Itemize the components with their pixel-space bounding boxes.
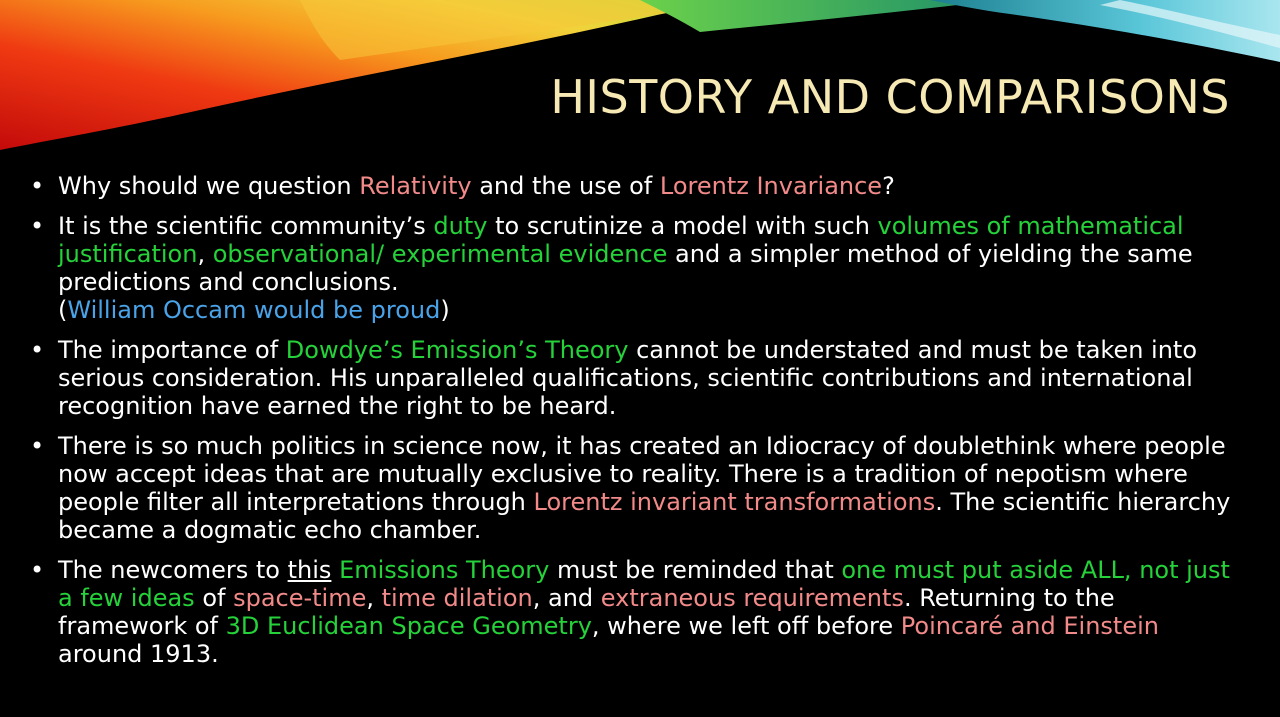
bullet-text <box>331 556 339 584</box>
bullet-item <box>28 336 1250 420</box>
bullet-text: ) <box>440 296 450 324</box>
bullet-text: , <box>197 240 213 268</box>
highlight-space-time: space-time <box>233 584 367 612</box>
bullet-text: , where we left off before <box>591 612 901 640</box>
bullet-item <box>28 556 1250 668</box>
bullet-item <box>28 212 1250 324</box>
highlight-put-aside-all: one must put aside ALL, not just a few ideas <box>58 556 1230 612</box>
highlight-dowdye-emission-theory: Dowdye’s Emission’s Theory <box>285 336 629 364</box>
highlight-mathematical-justification: volumes of mathematical justification <box>58 212 1184 268</box>
bullet-list <box>28 172 1250 680</box>
bullet-text: . Returning to the framework of <box>58 584 1115 640</box>
highlight-experimental-evidence: observational/ experimental evidence <box>212 240 668 268</box>
highlight-3d-euclidean-geometry: 3D Euclidean Space Geometry <box>225 612 592 640</box>
bullet-text: The importance of <box>58 336 286 364</box>
slide-title: HISTORY AND COMPARISONS <box>550 70 1230 124</box>
bullet-text: cannot be understated and must be taken into serious consideration. His unparalleled qualifications, scientific contributions and international recognition have earned the right to be heard. <box>58 336 1198 420</box>
highlight-duty: duty <box>433 212 488 240</box>
highlight-extraneous-requirements: extraneous requirements <box>600 584 904 612</box>
bullet-text: to scrutinize a model with such <box>487 212 878 240</box>
bullet-text: The newcomers to <box>58 556 288 584</box>
bullet-text: ( <box>58 296 68 324</box>
underlined-this: this <box>287 556 332 584</box>
highlight-emissions-theory: Emissions Theory <box>339 556 550 584</box>
highlight-william-occam: William Occam would be proud <box>67 296 441 324</box>
bullet-text: of <box>194 584 234 612</box>
highlight-lorentz-invariant-transformations: Lorentz invariant transformations <box>533 488 936 516</box>
bullet-text: Why should we question <box>58 172 360 200</box>
bullet-text: ? <box>882 172 895 200</box>
bullet-text: around 1913. <box>58 640 219 668</box>
highlight-poincare-einstein: Poincaré and Einstein <box>900 612 1159 640</box>
highlight-relativity: Relativity <box>359 172 472 200</box>
bullet-item <box>28 172 1250 200</box>
bullet-text: . The scientific hierarchy became a dogmatic echo chamber. <box>58 488 1231 544</box>
bullet-text: and the use of <box>471 172 660 200</box>
bullet-text: It is the scientific community’s <box>58 212 434 240</box>
highlight-time-dilation: time dilation <box>381 584 533 612</box>
highlight-lorentz-invariance: Lorentz Invariance <box>659 172 883 200</box>
green-swoosh <box>640 0 1000 32</box>
bullet-text: , <box>366 584 382 612</box>
bullet-text: must be reminded that <box>549 556 842 584</box>
bullet-text: There is so much politics in science now, it has created an Idiocracy of doublethink where people now accept ideas that are mutually exclusive to reality. There is a tradition of nepotism where people filter all interpretations through <box>58 432 1226 516</box>
bullet-text: , and <box>532 584 601 612</box>
bullet-item <box>28 432 1250 544</box>
bullet-text: and a simpler method of yielding the same predictions and conclusions. <box>58 240 1193 296</box>
